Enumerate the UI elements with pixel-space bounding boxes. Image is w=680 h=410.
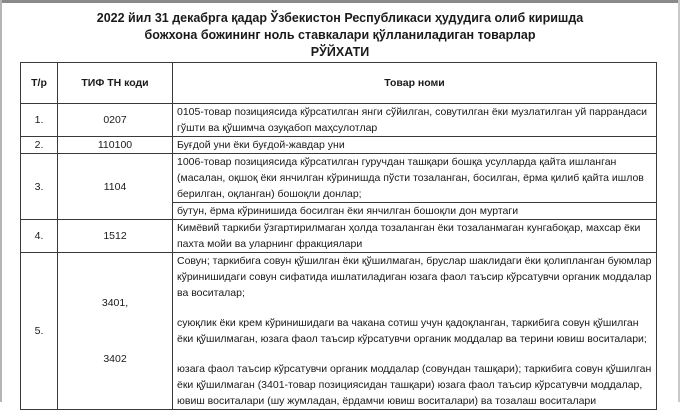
row-code: 0207 — [58, 104, 173, 137]
title-line-3: РЎЙХАТИ — [310, 45, 370, 59]
goods-name-part: суюқлик ёки крем кўринишидаги ва чакана сотиш учун қадоқланган, таркибига совун қўшилган ёки қўшилмаган, юзага фаол таъсир кўрсатувчи органик моддалар ва терини ювиш воситалари; — [177, 317, 647, 345]
table-row — [21, 154, 657, 220]
goods-name-part: Совун; таркибига совун қўшилган ёки қўшилмаган, бруслар шаклидаги ёки қолипланган буюмлар кўринишидаги совун сифатида ишлатиладиган юзага фаол таъсир кўрсатувчи органик моддалар ва воситалар; — [177, 255, 652, 299]
header-code: ТИФ ТН коди — [58, 63, 173, 104]
header-goods-name: Товар номи — [173, 63, 657, 104]
goods-name-part: юзага фаол таъсир кўрсатувчи органик моддалар (совундан ташқари); таркибига совун қўшилган ёки қўшилмаган (3401-товар позициясидан ташқари) юзага фаол таъсир кўрсатувчи моддалар, ювиш воситалари (шу жумладан, ёрдамчи ювиш воситалари) ва тозалаш воситалари — [177, 363, 652, 407]
row-number: 5. — [21, 253, 58, 410]
table-row — [21, 104, 657, 137]
table-row — [21, 137, 657, 154]
row-goods-name — [173, 253, 657, 410]
row-code — [58, 253, 173, 410]
row-number: 2. — [21, 137, 58, 154]
document-title — [0, 10, 680, 61]
row-code: 1104 — [58, 154, 173, 220]
row-code: 1512 — [58, 220, 173, 253]
code-line: 3401, — [101, 297, 129, 309]
row-number: 4. — [21, 220, 58, 253]
row-code: 110100 — [58, 137, 173, 154]
code-line: 3402 — [103, 353, 127, 365]
row-goods-name: Буғдой уни ёки буғдой-жавдар уни — [173, 137, 657, 154]
goods-name-part: бутун, ёрма кўринишида босилган ёки янчилган бошоқли дон муртаги — [173, 202, 656, 219]
row-goods-name: 0105-товар позициясида кўрсатилган янги сўйилган, совутилган ёки музлатилган уй паррандаси гўшти ва қўшимча озуқабоп маҳсулотлар — [173, 104, 657, 137]
row-number: 3. — [21, 154, 58, 220]
table-row — [21, 220, 657, 253]
table-row — [21, 253, 657, 410]
row-number: 1. — [21, 104, 58, 137]
header-number: Т/р — [21, 63, 58, 104]
table-header-row — [21, 63, 657, 104]
row-goods-name: Кимёвий таркиби ўзгартирилмаган ҳолда тозаланган ёки тозаланмаган кунгабоқар, махсар ёки пахта мойи ва уларнинг фракциялари — [173, 220, 657, 253]
goods-name-part: 1006-товар позициясида кўрсатилган гуручдан ташқари бошқа усулларда қайта ишланган (масалан, оқшоқ ёки янчилган кўринишда пўсти тозаланган, босилган, ёрма қилиб қайта ишлов берилган, оқланган) бошоқли донлар; — [177, 156, 644, 200]
row-goods-name — [173, 154, 657, 220]
title-line-2: божхона божининг ноль ставкалари қўлланиладиган товарлар — [144, 28, 536, 42]
goods-table — [20, 62, 657, 410]
title-line-1: 2022 йил 31 декабрга қадар Ўзбекистон Республикаси ҳудудига олиб киришда — [96, 11, 584, 25]
scan-top-edge — [0, 0, 680, 3]
